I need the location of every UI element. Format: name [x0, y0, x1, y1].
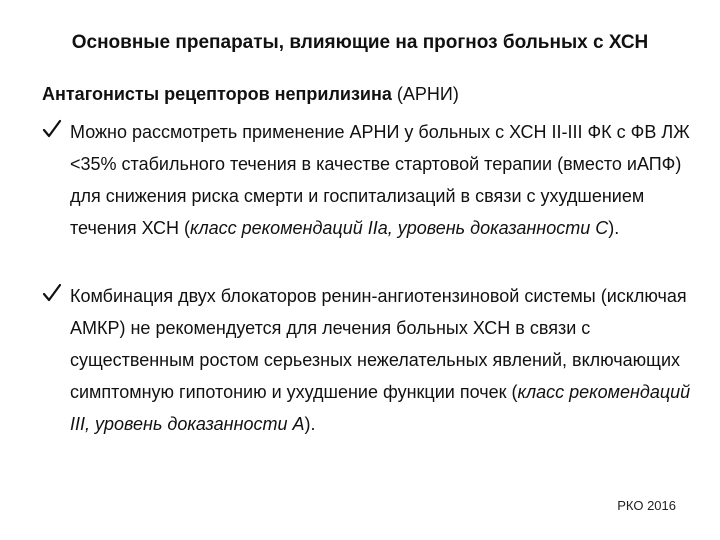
- checkmark-icon: [42, 282, 62, 304]
- checkmark-icon: [42, 118, 62, 140]
- bullet-item-1: [42, 116, 692, 244]
- bullet-1-main: Можно рассмотреть применение АРНИ у больных с ХСН II-III ФК с ФВ ЛЖ <35% стабильного течения в качестве стартовой терапии (вместо иАПФ) для снижения риска смерти и госпитализаций в связи с ухудшением течения ХСН (: [70, 122, 690, 238]
- bullet-item-2: [42, 280, 692, 440]
- bullet-2-recommendation: класс рекомендаций III, уровень доказанности А: [70, 382, 691, 434]
- bullet-1-tail: ).: [608, 218, 620, 238]
- bullet-text-1: [70, 116, 692, 244]
- slide-title: Основные препараты, влияющие на прогноз больных с ХСН: [71, 32, 649, 53]
- section-heading-abbrev: (АРНИ): [391, 84, 459, 104]
- section-heading-bold: Антагонисты рецепторов неприлизина: [42, 84, 392, 104]
- bullet-2-tail: ).: [304, 414, 316, 434]
- bullet-text-2: [70, 280, 692, 440]
- source-footer: РКО 2016: [617, 498, 676, 513]
- bullet-1-recommendation: класс рекомендаций IIa, уровень доказанности С: [190, 218, 609, 238]
- section-heading: [42, 82, 459, 106]
- bullet-2-main: Комбинация двух блокаторов ренин-ангиотензиновой системы (исключая АМКР) не рекомендуется для лечения больных ХСН в связи с существенным ростом серьезных нежелательных явлений, включающих симптомную гипотонию и ухудшение функции почек (: [70, 286, 687, 402]
